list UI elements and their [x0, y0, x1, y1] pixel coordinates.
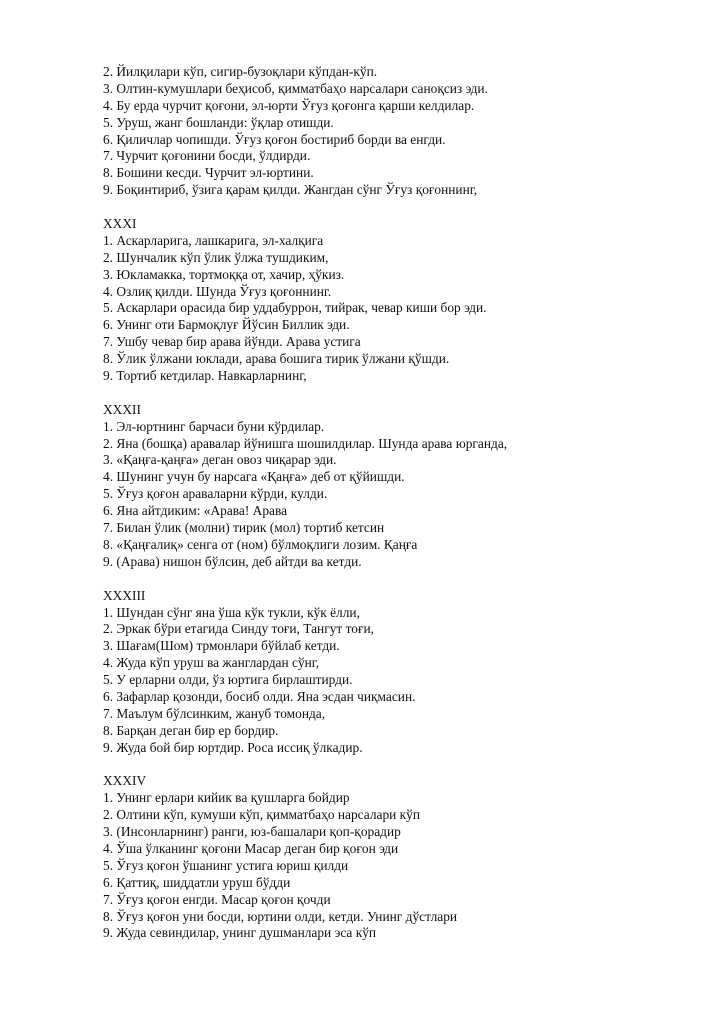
text-line: 9. (Арава) нишон бўлсин, деб айтди ва кетди.: [103, 553, 362, 569]
text-line: 2. Олтини кўп, кумуши кўп, қимматбаҳо нарсалари кўп: [103, 807, 421, 823]
text-line: 1. Шундан сўнг яна ўша кўк тукли, кўк ёлли,: [103, 604, 360, 620]
section-xxxiii: [103, 588, 703, 757]
text-line: 1. Аскарларига, лашкарига, эл-халқига: [103, 232, 324, 248]
text-line: 8. «Қаңғалиқ» сенга от (ном) бўлмоқлиги лозим. Қаңға: [103, 536, 418, 552]
text-line: 1. Унинг ерлари кийик ва қушларга бойдир: [103, 790, 350, 806]
section-heading: XXXII: [103, 401, 141, 417]
text-line: 3. Олтин-кумушлари беҳисоб, қимматбаҳо нарсалари саноқсиз эди.: [103, 80, 488, 96]
section-xxxiv: [103, 773, 703, 942]
text-line: 3. Шағам(Шом) трмонлари бўйлаб кетди.: [103, 638, 340, 654]
text-line: 7. Маълум бўлсинким, жануб томонда,: [103, 705, 326, 721]
text-line: 2. Эркак бўри етагида Синду тоғи, Тангут тоғи,: [103, 621, 374, 637]
text-line: 8. Бошини кесди. Чурчит эл-юртини.: [103, 165, 314, 181]
text-line: 8. Ўғуз қоғон уни босди, юртини олди, кетди. Унинг дўстлари: [103, 908, 458, 924]
text-line: 6. Қиличлар чопишди. Ўғуз қоғон бостириб борди ва енгди.: [103, 131, 446, 147]
section-heading: XXXIV: [103, 773, 147, 789]
document-page: [103, 64, 703, 942]
text-line: 4. Ўша ўлканинг қоғони Масар деган бир қоғон эди: [103, 840, 399, 856]
section-heading: XXXIII: [103, 587, 146, 603]
section-xxxii: [103, 402, 703, 571]
text-line: 6. Яна айтдиким: «Арава! Арава: [103, 503, 288, 519]
text-line: 6. Зафарлар қозонди, босиб олди. Яна эсдан чиқмасин.: [103, 688, 416, 704]
text-line: 4. Жуда кўп уруш ва жанглардан сўнг,: [103, 655, 320, 671]
text-line: 9. Жуда севиндилар, унинг душманлари эса кўп: [103, 925, 377, 941]
section-heading: XXXI: [103, 216, 137, 232]
text-line: 2. Йилқилари кўп, сигир-бузоқлари кўпдан-кўп.: [103, 64, 378, 79]
text-line: 6. Унинг оти Бармоқлуғ Йўсин Биллик эди.: [103, 317, 350, 333]
text-line: 9. Жуда бой бир юртдир. Роса иссиқ ўлкадир.: [103, 739, 363, 755]
text-line: 2. Шунчалик кўп ўлик ўлжа тушдиким,: [103, 249, 329, 265]
text-line: 9. Тортиб кетдилар. Навкарларнинг,: [103, 368, 307, 384]
text-line: 8. Ўлик ўлжани юклади, арава бошига тирик ўлжани қўшди.: [103, 351, 450, 367]
text-line: 5. Ўғуз қоғон ўшанинг устига юриш қилди: [103, 857, 349, 873]
text-line: 5. Ўғуз қоғон араваларни кўрди, кулди.: [103, 486, 328, 502]
text-line: 4. Озлиқ қилди. Шунда Ўғуз қоғоннинг.: [103, 283, 332, 299]
text-line: 7. Ушбу чевар бир арава йўнди. Арава устига: [103, 334, 361, 350]
text-line: 5. Аскарлари орасида бир уддабуррон, тийрак, чевар киши бор эди.: [103, 300, 487, 316]
text-line: 4. Шунинг учун бу нарсага «Қаңға» деб от қўйишди.: [103, 469, 405, 485]
text-line: 6. Қаттиқ, шиддатли уруш бўдди: [103, 874, 291, 890]
text-line: 3. (Инсонларнинг) ранги, юз-башалари қоп-қорадир: [103, 824, 401, 840]
text-line: 2. Яна (бошқа) аравалар йўнишга шошилдилар. Шунда арава юрганда,: [103, 435, 508, 451]
text-line: 5. У ерларни олди, ўз юртига бирлаштирди.: [103, 672, 353, 688]
text-line: 3. Юкламакка, тортмоққа от, хачир, ҳўкиз.: [103, 266, 345, 282]
text-line: 7. Билан ўлик (молни) тирик (мол) тортиб кетсин: [103, 520, 385, 536]
text-line: 4. Бу ерда чурчит қоғони, эл-юрти Ўғуз қоғонга қарши келдилар.: [103, 97, 475, 113]
text-block-intro: [103, 64, 703, 199]
section-xxxi: [103, 216, 703, 385]
text-line: 7. Чурчит қоғонини босди, ўлдирди.: [103, 148, 311, 164]
text-line: 1. Эл-юртнинг барчаси буни кўрдилар.: [103, 418, 325, 434]
text-line: 7. Ўғуз қоғон енгди. Масар қоғон қочди: [103, 891, 331, 907]
text-line: 5. Уруш, жанг бошланди: ўқлар отишди.: [103, 114, 334, 130]
text-line: 9. Боқинтириб, ўзига қарам қилди. Жангдан сўнг Ўғуз қоғоннинг,: [103, 182, 478, 198]
text-line: 3. «Қаңға-қаңға» деган овоз чиқарар эди.: [103, 452, 337, 468]
text-line: 8. Барқан деган бир ер бордир.: [103, 722, 279, 738]
